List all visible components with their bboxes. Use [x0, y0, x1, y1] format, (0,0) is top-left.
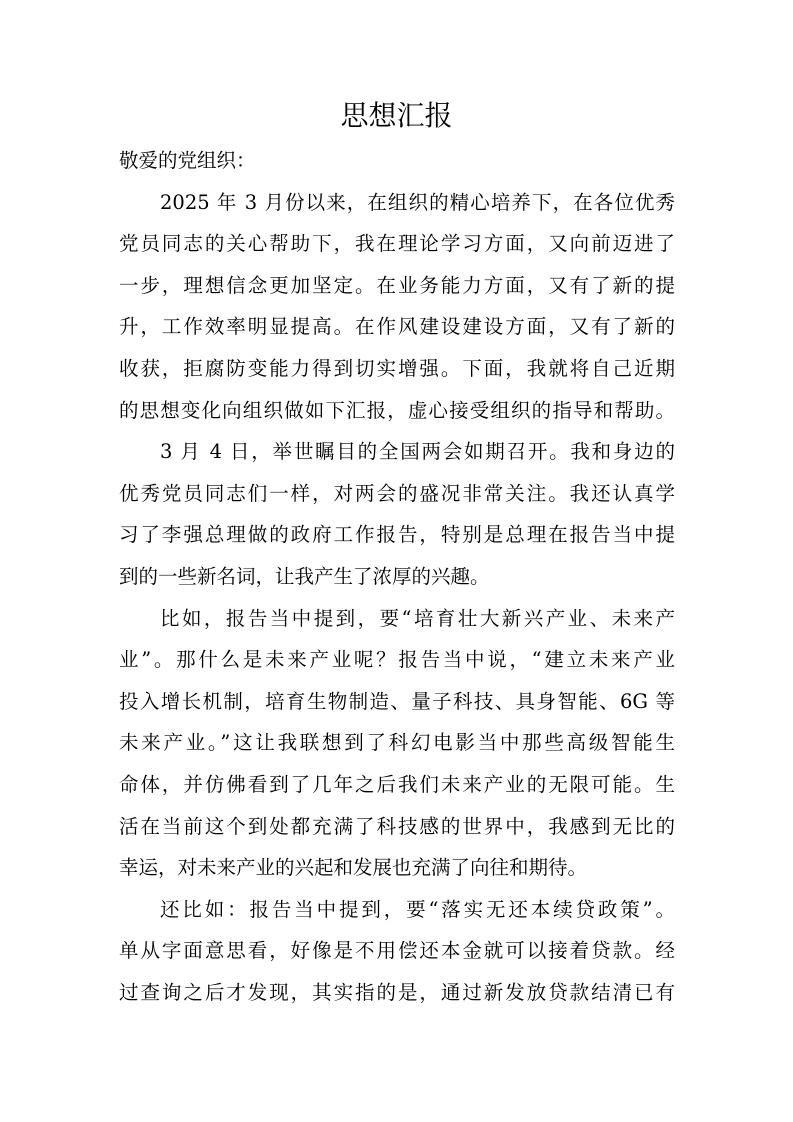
paragraph-2-line-4: 到的一些新名词，让我产生了浓厚的兴趣。	[119, 564, 490, 588]
paragraph-1-line-1: 2025 年 3 月份以来，在组织的精心培养下，在各位优秀	[160, 190, 675, 214]
paragraph-3-line-6: 活在当前这个到处都充满了科技感的世界中，我感到无比的	[119, 814, 675, 838]
paragraph-4-line-1: 还比如：报告当中提到，要“落实无还本续贷政策”。	[160, 897, 675, 921]
paragraph-1-line-6: 的思想变化向组织做如下汇报，虚心接受组织的指导和帮助。	[119, 398, 675, 422]
document-body	[119, 140, 675, 1013]
paragraph-2-line-3: 习了李强总理做的政府工作报告，特别是总理在报告当中提	[119, 523, 675, 547]
paragraph-4-line-3: 过查询之后才发现，其实指的是，通过新发放贷款结清已有	[119, 980, 675, 1004]
paragraph-1-line-4: 升，工作效率明显提高。在作风建设建设方面，又有了新的	[119, 315, 675, 339]
document-title: 思想汇报	[340, 99, 453, 132]
salutation: 敬爱的党组织：	[119, 149, 256, 172]
paragraph-1-line-2: 党员同志的关心帮助下，我在理论学习方面，又向前迈进了	[119, 232, 675, 256]
paragraph-3-line-4: 未来产业。”这让我联想到了科幻电影当中那些高级智能生	[119, 731, 675, 755]
paragraph-3-line-1: 比如，报告当中提到，要“培育壮大新兴产业、未来产	[160, 606, 675, 630]
paragraph-3-line-7: 幸运，对未来产业的兴起和发展也充满了向往和期待。	[119, 856, 588, 880]
paragraph-4-line-2: 单从字面意思看，好像是不用偿还本金就可以接着贷款。经	[119, 939, 675, 963]
paragraph-2-line-1: 3 月 4 日，举世瞩目的全国两会如期召开。我和身边的	[160, 440, 675, 464]
paragraph-3-line-3: 投入增长机制，培育生物制造、量子科技、具身智能、6G 等	[119, 689, 675, 713]
paragraph-2-line-2: 优秀党员同志们一样，对两会的盛况非常关注。我还认真学	[119, 481, 675, 505]
paragraph-3-line-2: 业”。那什么是未来产业呢？报告当中说，“建立未来产业	[119, 648, 675, 672]
paragraph-1-line-5: 收获，拒腐防变能力得到切实增强。下面，我就将自己近期	[119, 356, 675, 380]
paragraph-3-line-5: 命体，并仿佛看到了几年之后我们未来产业的无限可能。生	[119, 772, 675, 796]
paragraph-1-line-3: 一步，理想信念更加坚定。在业务能力方面，又有了新的提	[119, 273, 675, 297]
